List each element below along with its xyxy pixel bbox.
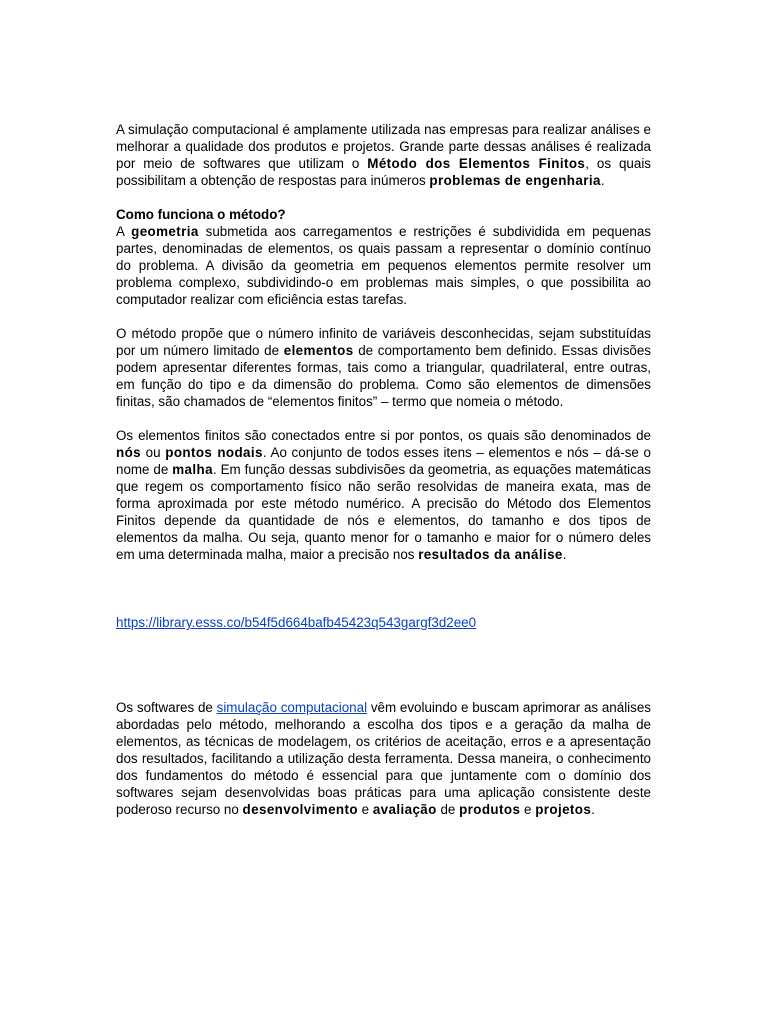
software-text-3: e bbox=[357, 802, 373, 817]
term-analysis-results: resultados da análise bbox=[418, 547, 563, 562]
software-paragraph bbox=[116, 699, 651, 818]
term-elements: elementos bbox=[283, 343, 354, 358]
intro-text-3: . bbox=[600, 173, 605, 188]
intro-text-2: , os quais possibilitam a obtenção de respostas para inúmeros bbox=[116, 156, 651, 188]
term-engineering-problems: problemas de engenharia bbox=[429, 173, 601, 188]
mesh-paragraph bbox=[116, 427, 651, 563]
mesh-text-1: Os elementos finitos são conectados entre si por pontos, os quais são denominados de bbox=[116, 428, 651, 443]
intro-paragraph bbox=[116, 121, 651, 189]
term-mesh: malha bbox=[172, 462, 213, 477]
software-text-5: e bbox=[520, 802, 536, 817]
intro-text-1: A simulação computacional é amplamente utilizada nas empresas para realizar análises e melhorar a qualidade dos produtos e projetos. Grande parte dessas análises é realizada por meio de softwares que utilizam o bbox=[116, 122, 651, 171]
term-projects: projetos bbox=[535, 802, 592, 817]
term-geometry: geometria bbox=[131, 224, 199, 239]
spacer bbox=[116, 308, 651, 325]
section-heading: Como funciona o método? bbox=[116, 207, 286, 222]
link-paragraph bbox=[116, 614, 651, 631]
method-text-2: de comportamento bem definido. Essas divisões podem apresentar diferentes formas, tais como a triangular, quadrilateral, entre outras, em função do tipo e da dimensão do problema. Como são elementos de dimensões finitas, são chamados de “elementos finitos” – termo que nomeia o método. bbox=[116, 343, 651, 409]
method-text-1: O método propõe que o número infinito de variáveis desconhecidas, sejam substituídas por um número limitado de bbox=[116, 326, 651, 358]
spacer bbox=[116, 410, 651, 427]
mesh-text-5: . bbox=[562, 547, 567, 562]
mesh-text-4: . Em função dessas subdivisões da geometria, as equações matemáticas que regem os comportamento físico não serão resolvidas de maneira exata, mas de forma aproximada por este método numérico. A precisão do Método dos Elementos Finitos depende da quantidade de nós e elementos, do tamanho e dos tipos de elementos da malha. Ou seja, quanto menor for o tamanho e maior for o número deles em uma determinada malha, maior a precisão nos bbox=[116, 462, 651, 562]
software-text-4: de bbox=[436, 802, 460, 817]
term-products: produtos bbox=[459, 802, 521, 817]
document-body bbox=[116, 121, 651, 818]
method-paragraph bbox=[116, 325, 651, 410]
spacer bbox=[116, 189, 651, 206]
term-nodal-points: pontos nodais bbox=[165, 445, 263, 460]
software-text-2: vêm evoluindo e buscam aprimorar as análises abordadas pelo método, melhorando a escolha dos tipos e a geração da malha de elementos, as técnicas de modelagem, os critérios de aceitação, erros e a apresentação dos resultados, facilitando a utilização desta ferramenta. Dessa maneira, o conhecimento dos fundamentos do método é essencial para que juntamente com o domínio dos softwares sejam desenvolvidas boas práticas para uma aplicação consistente deste poderoso recurso no bbox=[116, 700, 651, 817]
mesh-text-3: . Ao conjunto de todos esses itens – elementos e nós – dá-se o nome de bbox=[116, 445, 651, 477]
simulation-link[interactable]: simulação computacional bbox=[216, 700, 368, 715]
spacer bbox=[116, 631, 651, 699]
geometry-text-2: submetida aos carregamentos e restrições é subdividida em pequenas partes, denominadas de elementos, os quais passam a representar o domínio contínuo do problema. A divisão da geometria em pequenos elementos permite resolver um problema complexo, subdividindo-o em problemas mais simples, o que possibilita ao computador realizar com eficiência estas tarefas. bbox=[116, 224, 651, 307]
spacer bbox=[116, 563, 651, 614]
library-link[interactable]: https://library.esss.co/b54f5d664bafb45423q543gargf3d2ee0 bbox=[116, 615, 477, 630]
term-development: desenvolvimento bbox=[242, 802, 358, 817]
mesh-text-2: ou bbox=[141, 445, 166, 460]
term-evaluation: avaliação bbox=[372, 802, 437, 817]
geometry-paragraph bbox=[116, 223, 651, 308]
term-finite-element-method: Método dos Elementos Finitos bbox=[367, 156, 586, 171]
geometry-text-1: A bbox=[116, 224, 132, 239]
software-text-6: . bbox=[591, 802, 595, 817]
term-nodes: nós bbox=[116, 445, 142, 460]
software-text-1: Os softwares de bbox=[116, 700, 217, 715]
